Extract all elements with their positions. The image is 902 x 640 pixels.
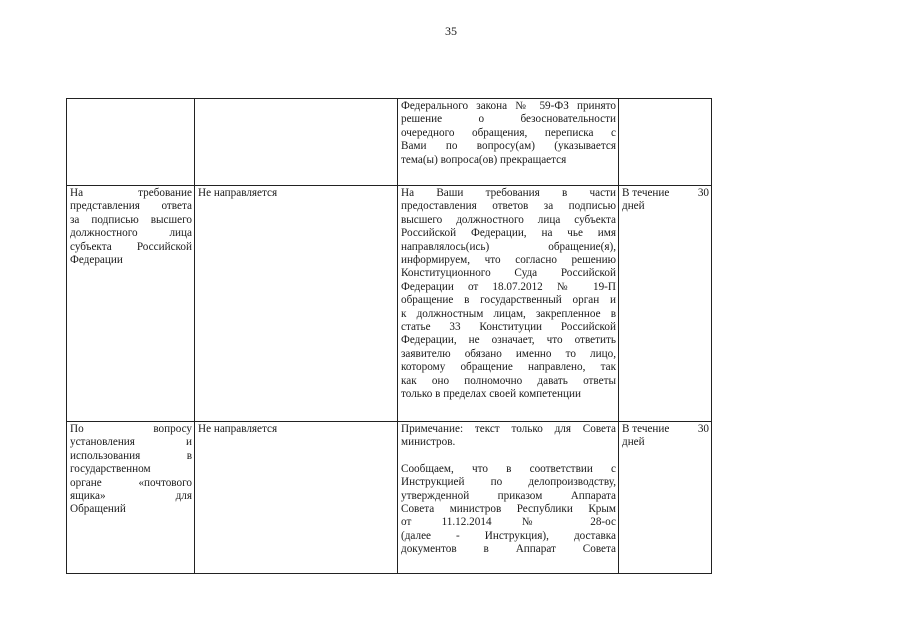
text-line: Федерации, не означает, что ответить [401, 334, 616, 347]
document-table [66, 98, 712, 574]
note-line: Примечание: текст только для Совета [401, 423, 616, 435]
text-line: Конституционного Суда Российской [401, 267, 616, 280]
text-line: (далее - Инструкция), доставка [401, 529, 616, 542]
text-line: направлялось(ись) обращение(я), [401, 240, 616, 253]
table-row [67, 186, 712, 422]
text-line: государственном [70, 463, 151, 476]
text-line: По вопросу [70, 423, 192, 435]
text-line: Сообщаем, что в соответствии с [401, 462, 616, 475]
term-cell [619, 186, 712, 422]
text-line: субъекта Российской [70, 240, 192, 253]
text-line: На Ваши требования в части [401, 187, 616, 199]
term-number: 30 [697, 187, 709, 199]
text-line: утвержденной приказом Аппарата [401, 489, 616, 502]
text-line: которому обращение направлено, так [401, 361, 616, 374]
term-cell [619, 422, 712, 574]
note-line: министров. [401, 436, 456, 449]
direction-cell [195, 422, 398, 574]
text-line: ящика» для [70, 490, 192, 503]
page-number: 35 [445, 24, 457, 38]
text-line: Совета министров Республики Крым [401, 503, 616, 516]
text-line: обращение в государственный орган и [401, 294, 616, 307]
response-cell [398, 422, 619, 574]
direction-cell [195, 99, 398, 186]
text-line: установления и [70, 436, 192, 449]
text-line: представления ответа [70, 200, 192, 213]
topic-cell [67, 422, 195, 574]
text-line: На требование [70, 187, 192, 199]
term-unit: дней [622, 200, 645, 213]
text-line: к должностным лицам, закрепленное в [401, 307, 616, 320]
term-cell [619, 99, 712, 186]
term-line [622, 423, 709, 436]
text-line: Федерации [70, 254, 123, 267]
paragraph-gap [401, 450, 616, 463]
text-line: высшего должностного лица субъекта [401, 213, 616, 226]
term-line [622, 187, 709, 200]
direction-text: Не направляется [198, 423, 278, 435]
text-line: предоставления ответов за подписью [401, 200, 616, 213]
text-line: Инструкцией по делопроизводству, [401, 476, 616, 489]
text-line: заявителю обязано именно то лицо, [401, 347, 616, 360]
term-unit: дней [622, 436, 645, 449]
term-text: В течение [622, 187, 670, 199]
term-text: В течение [622, 423, 670, 435]
topic-cell [67, 186, 195, 422]
text-line: как оно полномочно давать ответы [401, 374, 616, 387]
text-line: должностного лица [70, 227, 192, 240]
text-line: Вами по вопросу(ам) (указывается [401, 140, 616, 153]
topic-cell [67, 99, 195, 186]
direction-text: Не направляется [198, 187, 278, 199]
text-line: решение о безосновательности [401, 113, 616, 126]
table-row [67, 99, 712, 186]
text-line: за подписью высшего [70, 213, 192, 226]
text-line: Российской Федерации, на чье имя [401, 227, 616, 240]
text-line: информируем, что согласно решению [401, 254, 616, 267]
text-line: органе «почтового [70, 476, 192, 489]
text-line: использования в [70, 449, 192, 462]
response-cell [398, 99, 619, 186]
text-line: тема(ы) вопроса(ов) прекращается [401, 153, 567, 166]
direction-cell [195, 186, 398, 422]
table-row [67, 422, 712, 574]
text-line: только в пределах своей компетенции [401, 388, 581, 401]
text-line: Федерации от 18.07.2012 № 19-П [401, 280, 616, 293]
text-line: очередного обращения, переписка с [401, 126, 616, 139]
term-number: 30 [697, 423, 709, 435]
text-line: документов в Аппарат Совета [401, 543, 616, 556]
response-cell [398, 186, 619, 422]
text-line: Обращений [70, 503, 126, 516]
text-line: от 11.12.2014 № 28-ос [401, 516, 616, 529]
text-line: Федерального закона № 59-ФЗ принято [401, 100, 616, 112]
text-line: статье 33 Конституции Российской [401, 321, 616, 334]
